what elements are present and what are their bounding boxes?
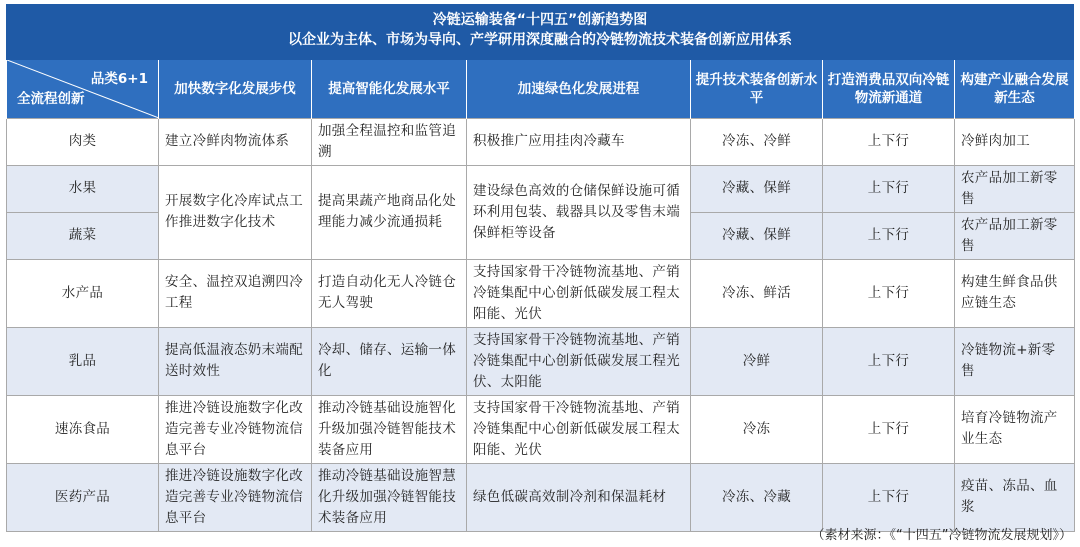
- cell-green: 绿色低碳高效制冷剂和保温耗材: [467, 463, 691, 531]
- row-category: 水产品: [7, 259, 159, 327]
- cell-digital: 安全、温控双追溯四冷工程: [159, 259, 312, 327]
- cell-tech: 冷冻、鲜活: [691, 259, 823, 327]
- cell-tech: 冷冻: [691, 395, 823, 463]
- row-category: 速冻食品: [7, 395, 159, 463]
- cell-tech: 冷冻、冷鲜: [691, 118, 823, 165]
- cell-ecology: 疫苗、冻品、血浆: [955, 463, 1075, 531]
- cell-ecology: 农产品加工新零售: [955, 165, 1075, 212]
- cell-channel: 上下行: [823, 212, 955, 259]
- cell-digital: 开展数字化冷库试点工作推进数字化技术: [159, 165, 312, 259]
- title-line-2: 以企业为主体、市场为导向、产学研用深度融合的冷链物流技术装备创新应用体系: [288, 32, 792, 48]
- cell-ecology: 冷链物流+新零售: [955, 327, 1075, 395]
- cell-smart: 冷却、储存、运输一体化: [312, 327, 467, 395]
- cell-smart: 推动冷链基础设施智慧化升级加强冷链智能技术装备应用: [312, 463, 467, 531]
- row-category: 医药产品: [7, 463, 159, 531]
- cell-ecology: 构建生鲜食品供应链生态: [955, 259, 1075, 327]
- cell-digital: 建立冷鲜肉物流体系: [159, 118, 312, 165]
- table-row: [7, 327, 1075, 395]
- cell-channel: 上下行: [823, 463, 955, 531]
- title-line-1: 冷链运输装备“十四五”创新趋势图: [432, 12, 648, 28]
- table-title: [6, 4, 1074, 60]
- cell-smart: 打造自动化无人冷链仓无人驾驶: [312, 259, 467, 327]
- corner-header-cell: [7, 60, 159, 118]
- row-category: 肉类: [7, 118, 159, 165]
- cell-green: 建设绿色高效的仓储保鲜设施可循环利用包装、载器具以及零售末端保鲜柜等设备: [467, 165, 691, 259]
- cell-ecology: 冷鲜肉加工: [955, 118, 1075, 165]
- col-header-channel: 打造消费品双向冷链物流新通道: [823, 60, 955, 118]
- cell-tech: 冷鲜: [691, 327, 823, 395]
- table-row: [7, 118, 1075, 165]
- col-header-smart: 提高智能化发展水平: [312, 60, 467, 118]
- cell-channel: 上下行: [823, 165, 955, 212]
- table-row: [7, 165, 1075, 212]
- cell-digital: 推进冷链设施数字化改造完善专业冷链物流信息平台: [159, 463, 312, 531]
- row-category: 蔬菜: [7, 212, 159, 259]
- cell-ecology: 农产品加工新零售: [955, 212, 1075, 259]
- cell-digital: 推进冷链设施数字化改造完善专业冷链物流信息平台: [159, 395, 312, 463]
- trend-table: [6, 60, 1075, 532]
- cell-digital: 提高低温液态奶末端配送时效性: [159, 327, 312, 395]
- col-header-digital: 加快数字化发展步伐: [159, 60, 312, 118]
- cell-green: 支持国家骨干冷链物流基地、产销冷链集配中心创新低碳发展工程太阳能、光伏: [467, 259, 691, 327]
- cell-smart: 加强全程温控和监管追溯: [312, 118, 467, 165]
- source-note: （素材来源：《“十四五”冷链物流发展规划》）: [811, 528, 1072, 543]
- cell-ecology: 培育冷链物流产业生态: [955, 395, 1075, 463]
- table-row: [7, 259, 1075, 327]
- cell-channel: 上下行: [823, 118, 955, 165]
- cell-channel: 上下行: [823, 395, 955, 463]
- cell-green: 支持国家骨干冷链物流基地、产销冷链集配中心创新低碳发展工程光伏、太阳能: [467, 327, 691, 395]
- header-row: [7, 60, 1075, 118]
- col-header-tech: 提升技术装备创新水平: [691, 60, 823, 118]
- cell-green: 积极推广应用挂肉冷藏车: [467, 118, 691, 165]
- cell-tech: 冷藏、保鲜: [691, 165, 823, 212]
- cell-green: 支持国家骨干冷链物流基地、产销冷链集配中心创新低碳发展工程太阳能、光伏: [467, 395, 691, 463]
- row-category: 乳品: [7, 327, 159, 395]
- cell-smart: 提高果蔬产地商品化处理能力减少流通损耗: [312, 165, 467, 259]
- cell-tech: 冷藏、保鲜: [691, 212, 823, 259]
- cell-smart: 推动冷链基础设施智化升级加强冷链智能技术装备应用: [312, 395, 467, 463]
- cell-channel: 上下行: [823, 327, 955, 395]
- trend-table-figure: [6, 4, 1074, 532]
- row-category: 水果: [7, 165, 159, 212]
- corner-label-category: 品类6+1: [90, 71, 148, 87]
- col-header-green: 加速绿色化发展进程: [467, 60, 691, 118]
- table-row: [7, 395, 1075, 463]
- cell-tech: 冷冻、冷藏: [691, 463, 823, 531]
- corner-label-process: 全流程创新: [17, 90, 85, 107]
- cell-channel: 上下行: [823, 259, 955, 327]
- table-row: [7, 463, 1075, 531]
- col-header-ecology: 构建产业融合发展新生态: [955, 60, 1075, 118]
